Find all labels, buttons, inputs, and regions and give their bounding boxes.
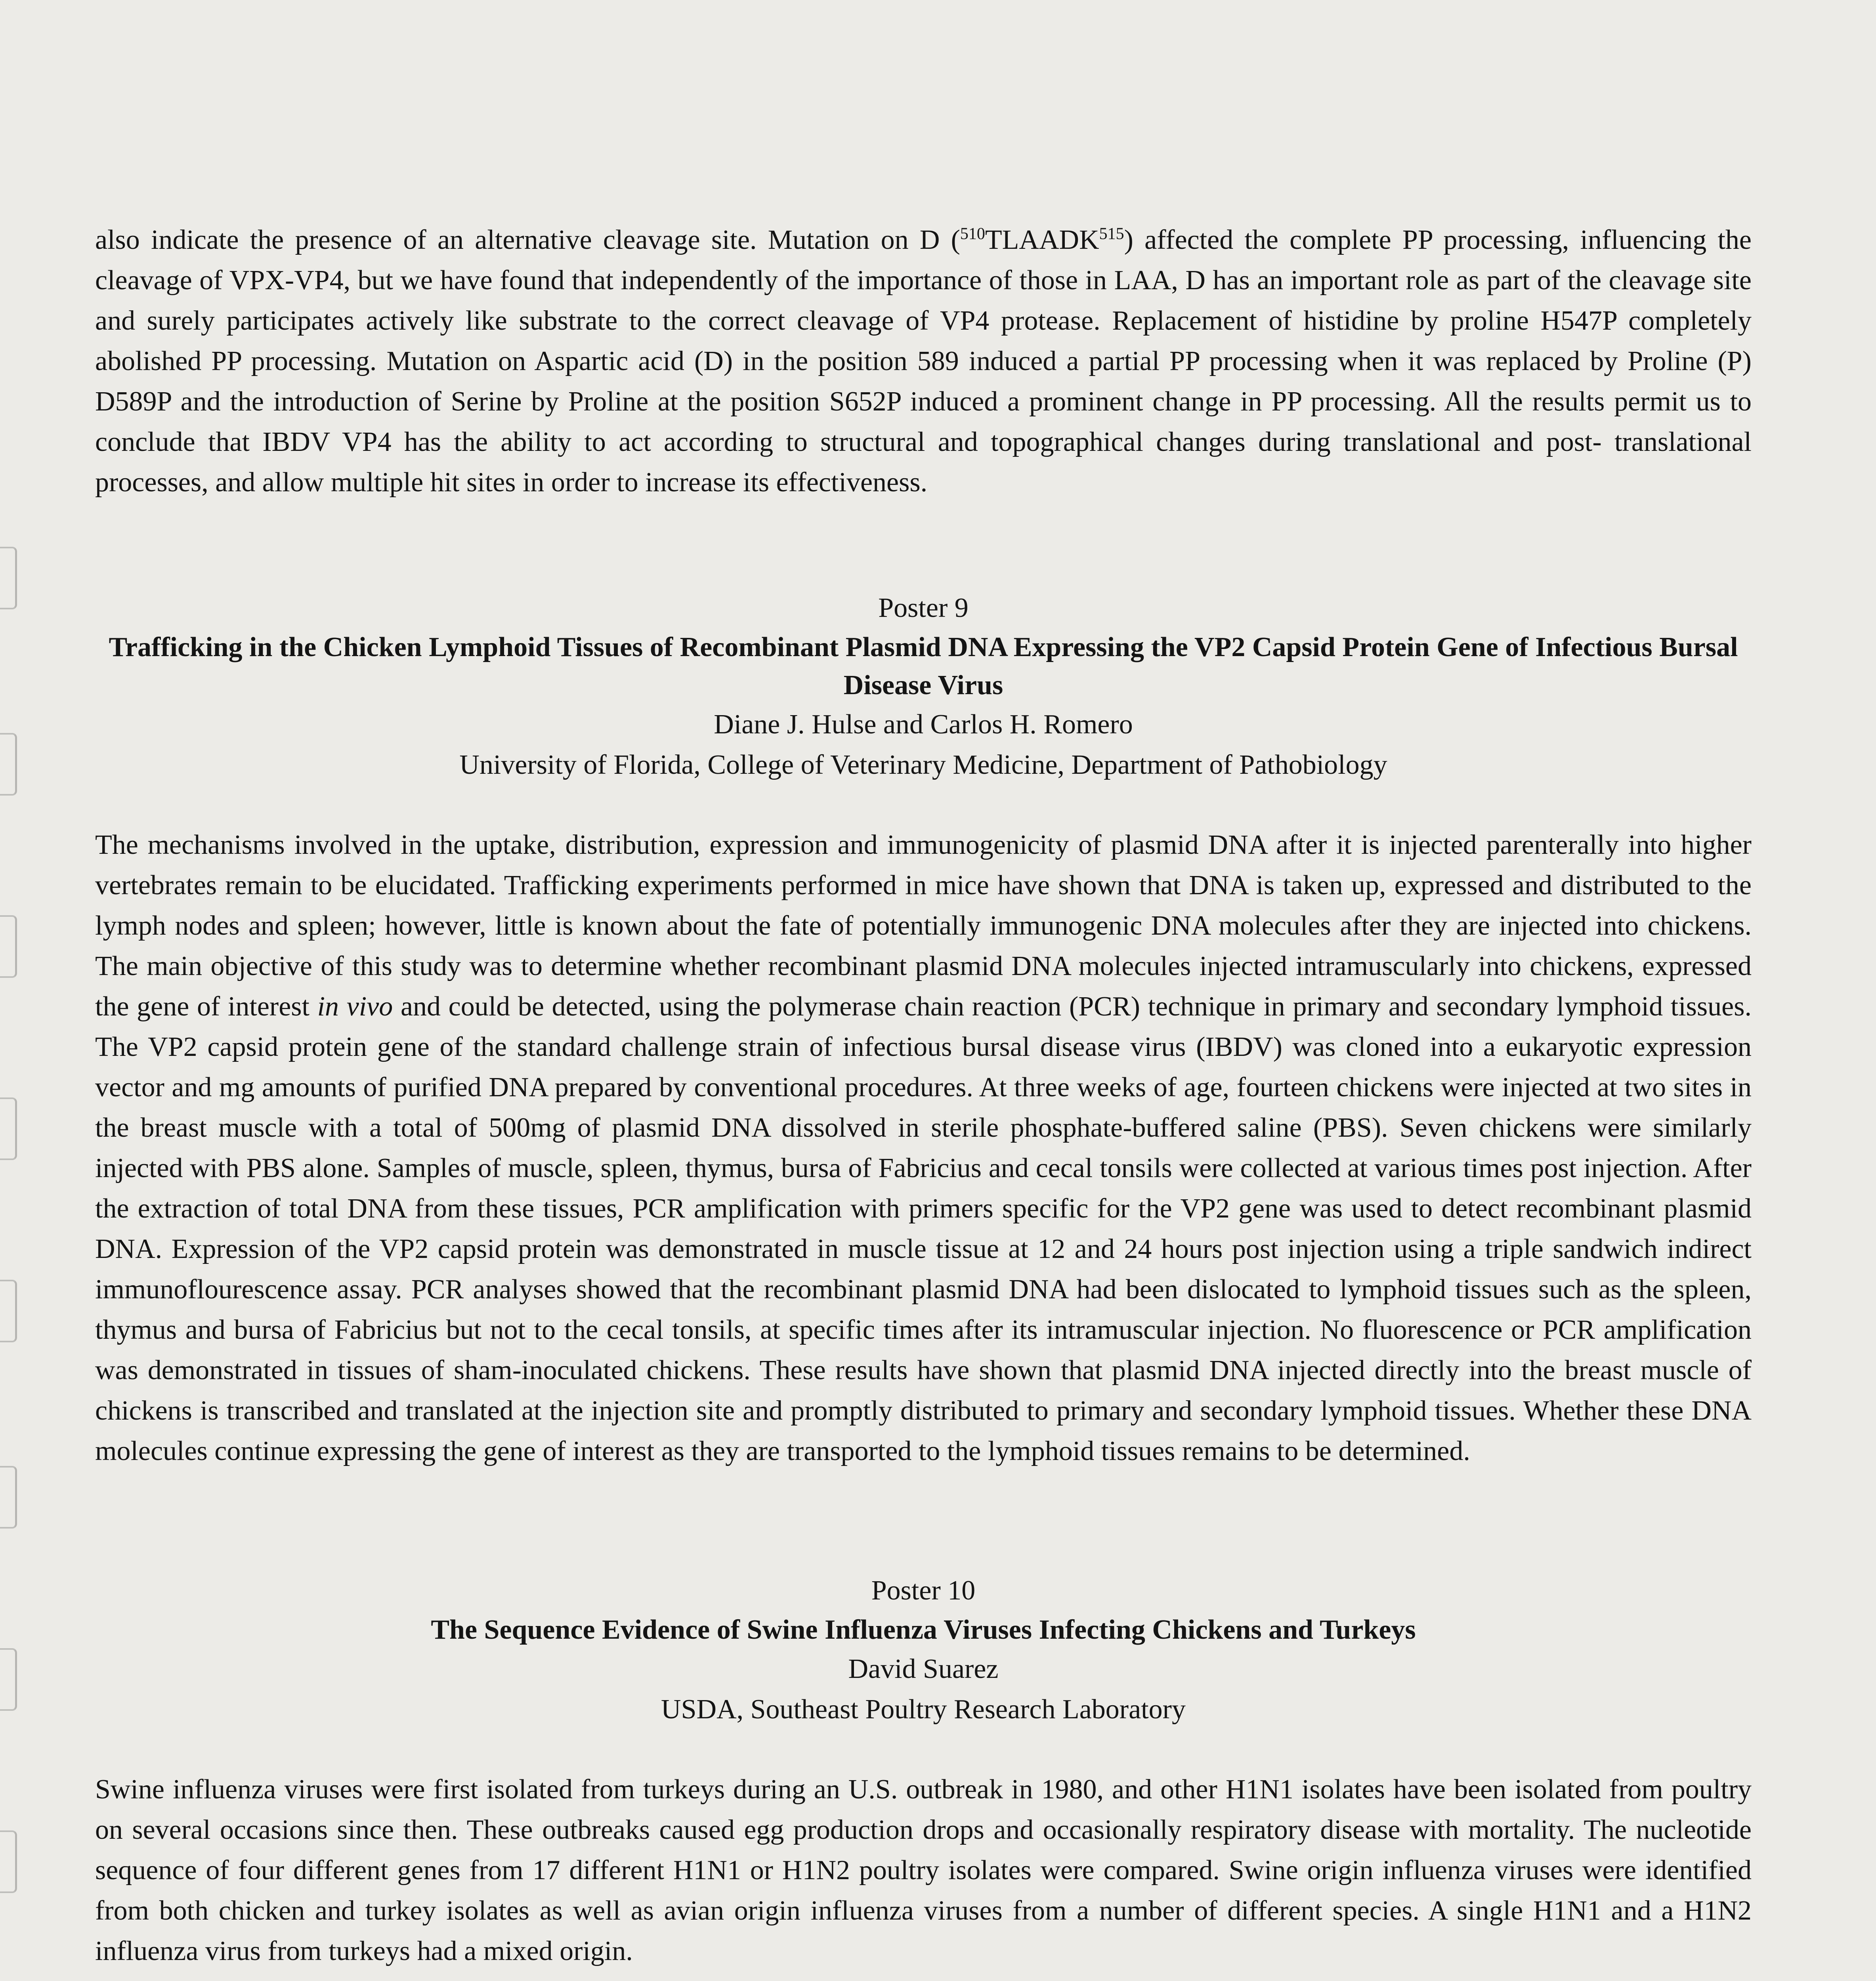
poster-9-header bbox=[95, 588, 1752, 785]
binding-marks bbox=[0, 0, 24, 1981]
binding-ring-mark bbox=[0, 1466, 17, 1529]
poster-10-affiliation: USDA, Southeast Poultry Research Laboratory bbox=[661, 1694, 1186, 1725]
poster-9-abstract bbox=[95, 825, 1752, 1471]
poster-10-label: Poster 10 bbox=[871, 1575, 976, 1606]
poster-9-abstract-italic: in vivo bbox=[317, 991, 393, 1022]
poster-9-abstract-text-2: and could be detected, using the polymerase chain reaction (PCR) technique in primary and secondary lymphoid tissues. The VP2 capsid protein gene of the standard challenge strain of infectious bursal disease virus (IBDV) was cloned into a eukaryotic expression vector and mg amounts of purified DNA prepared by conventional procedures. At three weeks of age, fourteen chickens were injected at two sites in the breast muscle with a total of 500mg of plasmid DNA dissolved in sterile phosphate-buffered saline (PBS). Seven chickens were similarly injected with PBS alone. Samples of muscle, spleen, thymus, bursa of Fabricius and cecal tonsils were collected at various times post injection. After the extraction of total DNA from these tissues, PCR amplification with primers specific for the VP2 gene was used to detect recombinant plasmid DNA. Expression of the VP2 capsid protein was demonstrated in muscle tissue at 12 and 24 hours post injection using a triple sandwich indirect immunoflourescence assay. PCR analyses showed that the recombinant plasmid DNA had been dislocated to lymphoid tissues such as the spleen, thymus and bursa of Fabricius but not to the cecal tonsils, at specific times after its intramuscular injection. No fluorescence or PCR amplification was demonstrated in tissues of sham-inoculated chickens. These results have shown that plasmid DNA injected directly into the breast muscle of chickens is transcribed and translated at the injection site and promptly distributed to primary and secondary lymphoid tissues. Whether these DNA molecules continue expressing the gene of interest as they are transported to the lymphoid tissues remains to be determined. bbox=[95, 991, 1752, 1466]
intro-text-1: also indicate the presence of an alternative cleavage site. Mutation on D ( bbox=[95, 225, 960, 255]
binding-ring-mark bbox=[0, 915, 17, 978]
intro-text-2: TLAADK bbox=[985, 225, 1099, 255]
poster-9-title: Trafficking in the Chicken Lymphoid Tissues of Recombinant Plasmid DNA Expressing the VP2 Capsid Protein Gene of Infectious Bursal Disease Virus bbox=[109, 632, 1738, 700]
binding-ring-mark bbox=[0, 1648, 17, 1711]
poster-10-authors: David Suarez bbox=[848, 1654, 999, 1684]
superscript-510: 510 bbox=[960, 225, 985, 243]
superscript-515: 515 bbox=[1099, 225, 1124, 243]
intro-paragraph bbox=[95, 220, 1752, 503]
poster-9-authors: Diane J. Hulse and Carlos H. Romero bbox=[714, 709, 1133, 740]
document-page bbox=[95, 220, 1752, 1971]
poster-9-label: Poster 9 bbox=[878, 593, 969, 623]
binding-ring-mark bbox=[0, 1280, 17, 1342]
poster-10-abstract: Swine influenza viruses were first isolated from turkeys during an U.S. outbreak in 1980, and other H1N1 isolates have been isolated from poultry on several occasions since then. These outbreaks caused egg production drops and occasionally respiratory disease with mortality. The nucleotide sequence of four different genes from 17 different H1N1 or H1N2 poultry isolates were compared. Swine origin influenza viruses were identified from both chicken and turkey isolates as well as avian origin influenza viruses from a number of different species. A single H1N1 and a H1N2 influenza virus from turkeys had a mixed origin. bbox=[95, 1774, 1752, 1966]
poster-9-affiliation: University of Florida, College of Veterinary Medicine, Department of Pathobiology bbox=[459, 750, 1387, 780]
binding-ring-mark bbox=[0, 547, 17, 609]
intro-text-3: ) affected the complete PP processing, influencing the cleavage of VPX-VP4, but we have found that independently of the importance of those in LAA, D has an important role as part of the cleavage site and surely participates actively like substrate to the correct cleavage of VP4 protease. Replacement of histidine by proline H547P completely abolished PP processing. Mutation on Aspartic acid (D) in the position 589 induced a partial PP processing when it was replaced by Proline (P) D589P and the introduction of Serine by Proline at the position S652P induced a prominent change in PP processing. All the results permit us to conclude that IBDV VP4 has the ability to act according to structural and topographical changes during translational and post- translational processes, and allow multiple hit sites in order to increase its effectiveness. bbox=[95, 225, 1752, 498]
binding-ring-mark bbox=[0, 1830, 17, 1893]
poster-9-abstract-text-1: The mechanisms involved in the uptake, distribution, expression and immunogenicity of plasmid DNA after it is injected parenterally into higher vertebrates remain to be elucidated. Trafficking experiments performed in mice have shown that DNA is taken up, expressed and distributed to the lymph nodes and spleen; however, little is known about the fate of potentially immunogenic DNA molecules after they are injected into chickens. The main objective of this study was to determine whether recombinant plasmid DNA molecules injected intramuscularly into chickens, expressed the gene of interest bbox=[95, 830, 1752, 1022]
binding-ring-mark bbox=[0, 1097, 17, 1160]
binding-ring-mark bbox=[0, 733, 17, 796]
poster-10-title: The Sequence Evidence of Swine Influenza Viruses Infecting Chickens and Turkeys bbox=[431, 1615, 1416, 1645]
poster-10-header bbox=[95, 1571, 1752, 1730]
